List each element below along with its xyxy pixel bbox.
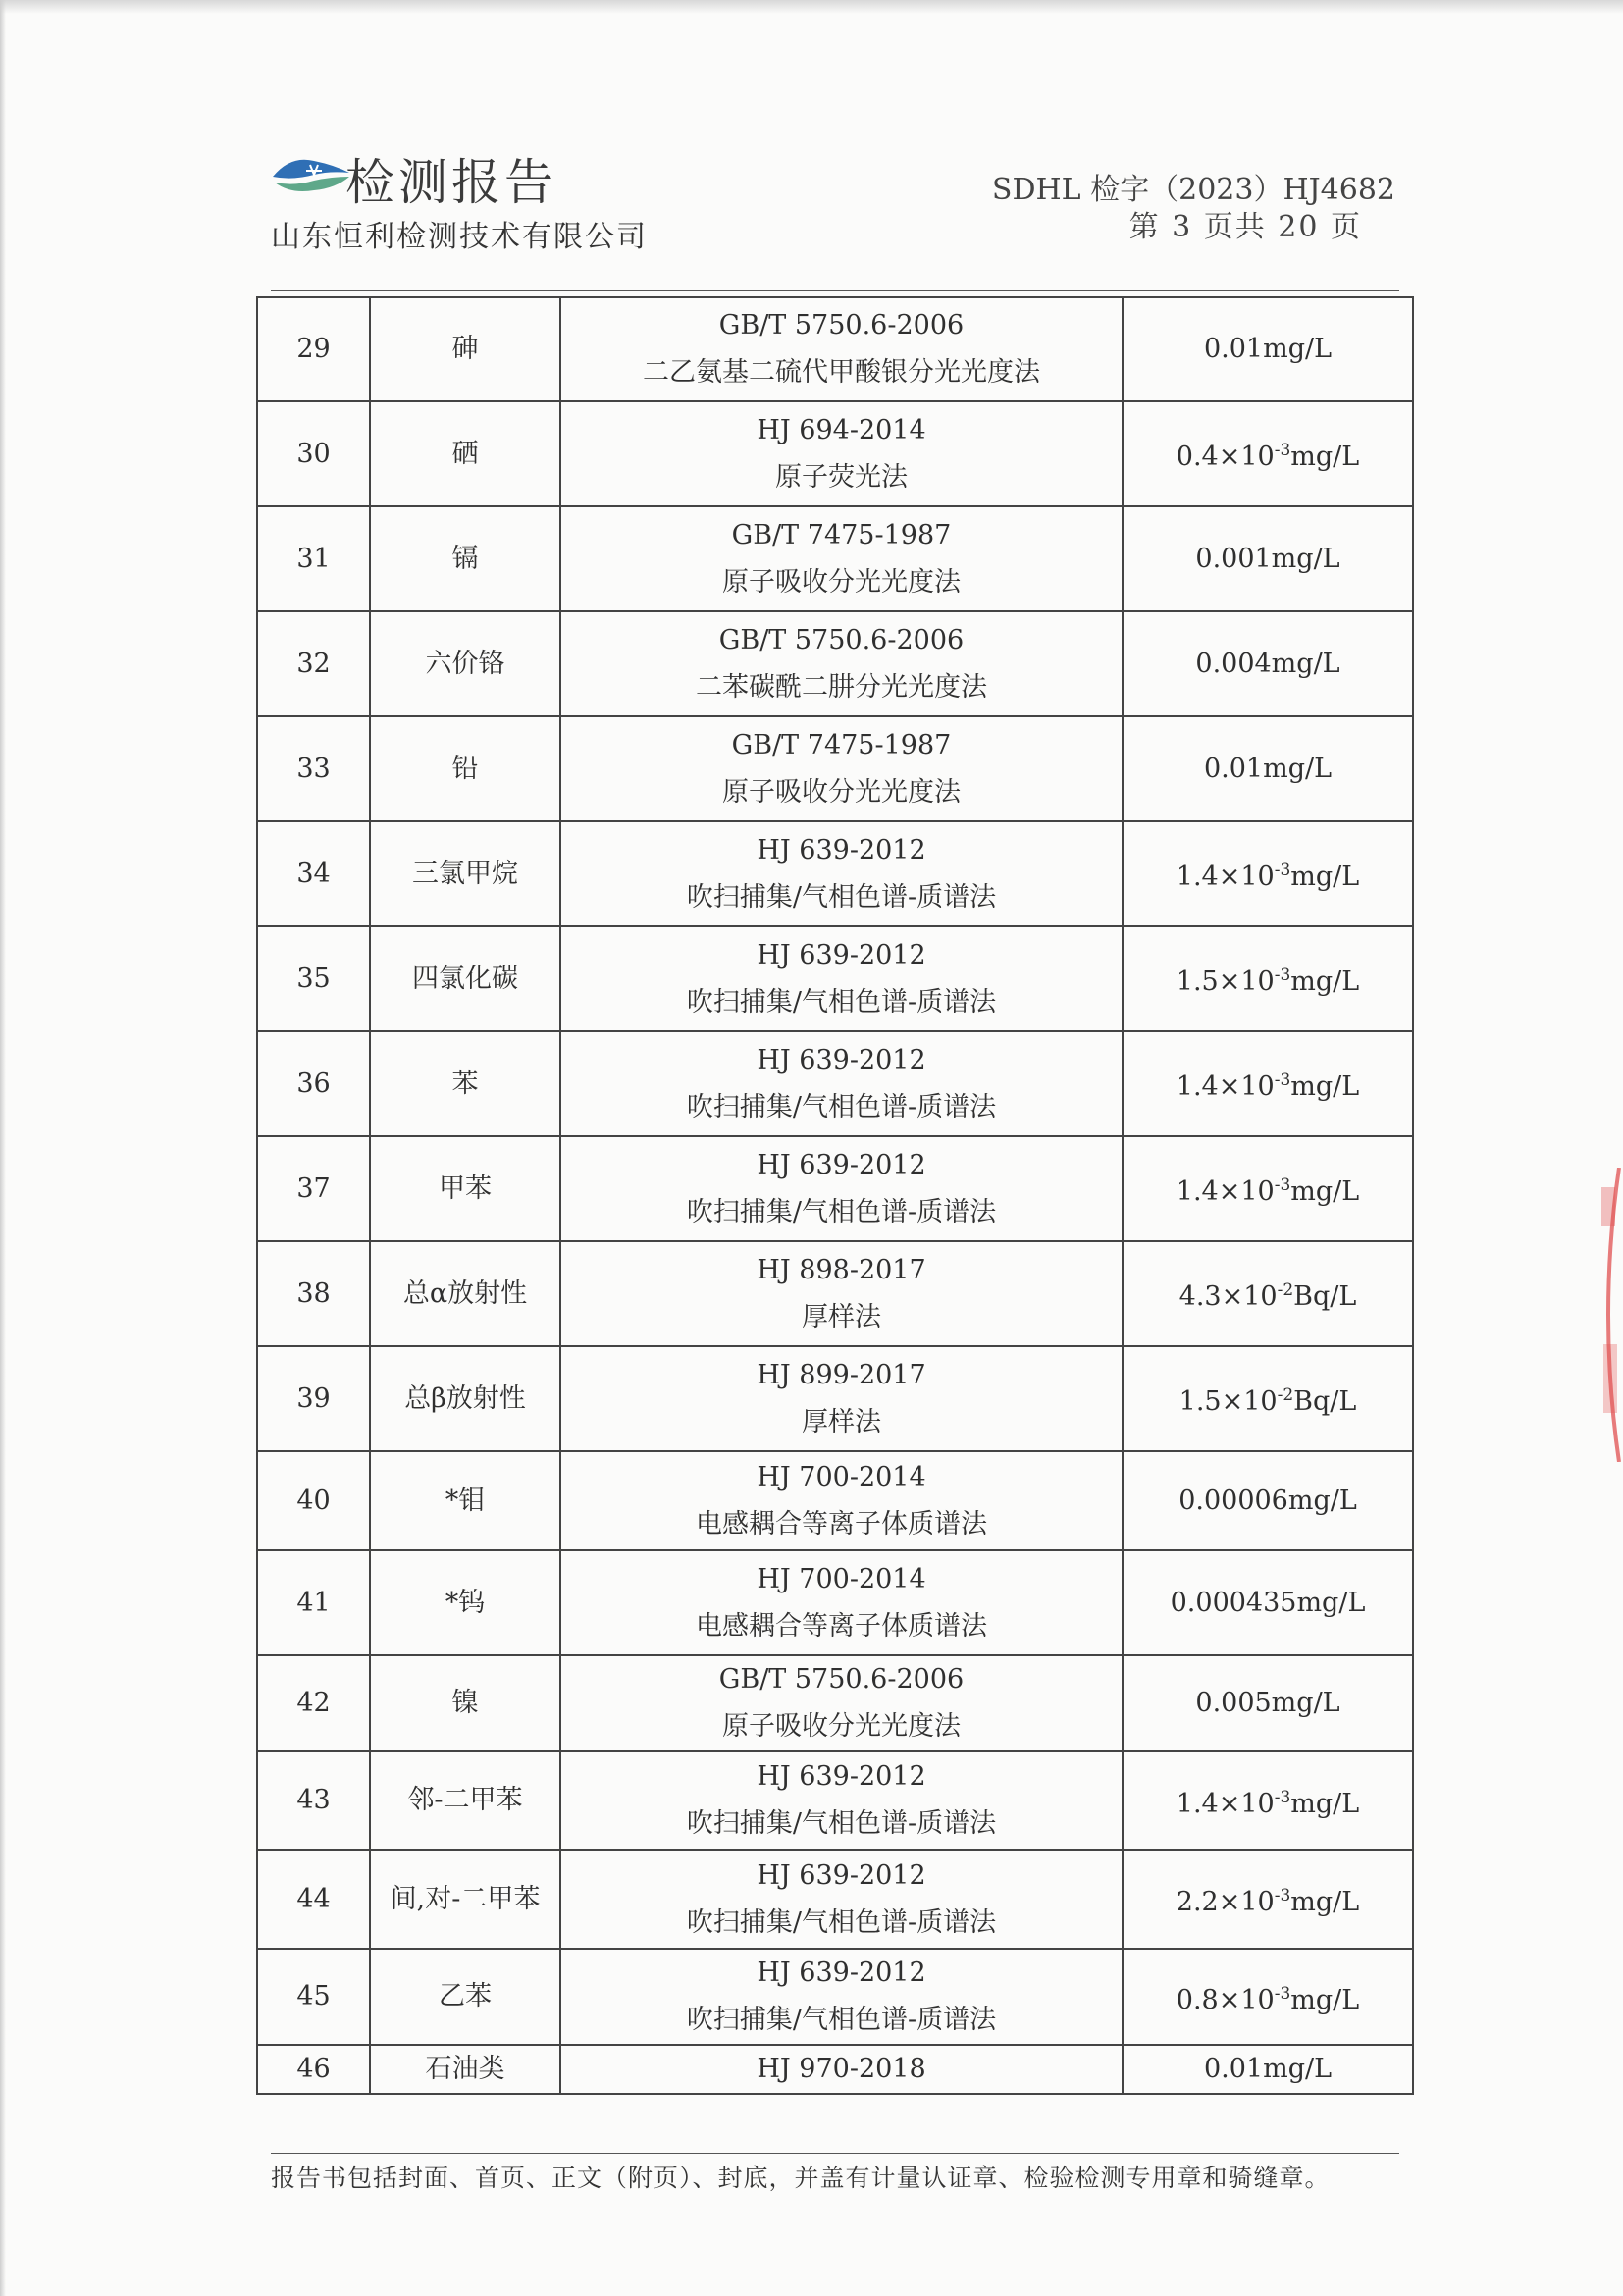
- detection-limit: [1123, 1346, 1413, 1451]
- limit-unit: mg/L: [1290, 1887, 1360, 1917]
- row-number: 46: [257, 2045, 370, 2094]
- test-method: [560, 401, 1123, 506]
- limit-value: 1.4×10: [1176, 1071, 1275, 1102]
- table-row: [257, 1655, 1413, 1751]
- method-standard: HJ 639-2012: [757, 939, 926, 970]
- test-item: 总β放射性: [370, 1346, 560, 1451]
- detection-limit: [1123, 926, 1413, 1031]
- test-method: [560, 1136, 1123, 1241]
- limit-value: 0.005mg/L: [1195, 1688, 1340, 1718]
- method-standard: GB/T 5750.6-2006: [718, 624, 965, 655]
- test-item: 苯: [370, 1031, 560, 1136]
- detection-limit: [1123, 1655, 1413, 1751]
- limit-unit: mg/L: [1290, 1984, 1360, 2015]
- page-info: 第 3 页共 20 页: [1128, 210, 1362, 244]
- method-name: 吹扫捕集/气相色谱-质谱法: [686, 1906, 997, 1938]
- row-number: 30: [257, 401, 370, 506]
- test-method: [560, 926, 1123, 1031]
- method-standard: HJ 694-2014: [757, 414, 926, 445]
- header-divider: [271, 290, 1399, 291]
- limit-exponent: -3: [1274, 441, 1291, 460]
- test-item: 四氯化碳: [370, 926, 560, 1031]
- limit-exponent: -2: [1277, 1385, 1294, 1405]
- method-standard: GB/T 7475-1987: [731, 729, 952, 760]
- test-method: [560, 611, 1123, 716]
- test-item: 镉: [370, 506, 560, 611]
- limit-value: 0.000435mg/L: [1170, 1587, 1366, 1618]
- limit-value: 4.3×10: [1178, 1281, 1278, 1312]
- table-row: [257, 1346, 1413, 1451]
- test-item: *钼: [370, 1451, 560, 1550]
- row-number: 41: [257, 1550, 370, 1655]
- method-standard: HJ 639-2012: [757, 1149, 926, 1180]
- test-method: [560, 1949, 1123, 2045]
- method-standard: HJ 898-2017: [757, 1254, 926, 1285]
- test-method: [560, 1346, 1123, 1451]
- detection-limit: [1123, 1751, 1413, 1850]
- method-name: 二苯碳酰二肼分光光度法: [696, 671, 987, 703]
- company-name: 山东恒利检测技术有限公司: [271, 220, 648, 254]
- method-name: 电感耦合等离子体质谱法: [696, 1508, 987, 1539]
- limit-exponent: -3: [1274, 1175, 1291, 1195]
- limit-exponent: -3: [1274, 1983, 1291, 2004]
- test-item: 镍: [370, 1655, 560, 1751]
- table-row: [257, 716, 1413, 821]
- limit-exponent: -2: [1277, 1280, 1294, 1300]
- results-table: [256, 296, 1414, 2095]
- limit-unit: mg/L: [1290, 442, 1360, 472]
- limit-value: 1.4×10: [1176, 1788, 1275, 1819]
- row-number: 34: [257, 821, 370, 926]
- detection-limit: [1123, 506, 1413, 611]
- table-row: [257, 1241, 1413, 1346]
- test-method: [560, 821, 1123, 926]
- test-method: [560, 506, 1123, 611]
- method-standard: GB/T 5750.6-2006: [718, 310, 965, 340]
- row-number: 29: [257, 297, 370, 401]
- table-row: [257, 1751, 1413, 1850]
- test-item: 铅: [370, 716, 560, 821]
- scan-edge: [0, 0, 1623, 14]
- report-number: SDHL 检字（2023）HJ4682: [991, 173, 1395, 207]
- table-row: [257, 1550, 1413, 1655]
- method-standard: GB/T 7475-1987: [731, 519, 952, 550]
- footer-divider: [271, 2153, 1399, 2154]
- footer-note: 报告书包括封面、首页、正文（附页）、封底，并盖有计量认证章、检验检测专用章和骑缝章。: [271, 2164, 1331, 2192]
- method-standard: HJ 700-2014: [757, 1461, 926, 1492]
- row-number: 40: [257, 1451, 370, 1550]
- detection-limit: [1123, 2045, 1413, 2094]
- method-name: 原子吸收分光光度法: [722, 776, 961, 808]
- detection-limit: [1123, 1241, 1413, 1346]
- row-number: 44: [257, 1850, 370, 1949]
- method-name: 二乙氨基二硫代甲酸银分光光度法: [643, 357, 1040, 388]
- limit-value: 1.4×10: [1176, 1176, 1275, 1207]
- test-method: [560, 1241, 1123, 1346]
- row-number: 45: [257, 1949, 370, 2045]
- limit-value: 0.01mg/L: [1203, 334, 1333, 364]
- limit-unit: mg/L: [1290, 861, 1360, 892]
- limit-exponent: -3: [1274, 1886, 1291, 1905]
- detection-limit: [1123, 611, 1413, 716]
- limit-value: 0.001mg/L: [1195, 543, 1340, 574]
- limit-unit: Bq/L: [1293, 1281, 1357, 1312]
- limit-unit: mg/L: [1290, 1176, 1360, 1207]
- test-item: 六价铬: [370, 611, 560, 716]
- method-standard: HJ 899-2017: [757, 1359, 926, 1390]
- test-method: [560, 716, 1123, 821]
- results-table-body: [257, 297, 1413, 2094]
- detection-limit: [1123, 1451, 1413, 1550]
- row-number: 38: [257, 1241, 370, 1346]
- method-standard: HJ 700-2014: [757, 1563, 926, 1594]
- row-number: 33: [257, 716, 370, 821]
- table-row: [257, 611, 1413, 716]
- table-row: [257, 401, 1413, 506]
- limit-unit: mg/L: [1290, 1071, 1360, 1102]
- test-item: 乙苯: [370, 1949, 560, 2045]
- table-row: [257, 926, 1413, 1031]
- row-number: 37: [257, 1136, 370, 1241]
- method-standard: HJ 639-2012: [757, 1859, 926, 1891]
- method-standard: HJ 639-2012: [757, 1957, 926, 1988]
- limit-exponent: -3: [1274, 1787, 1291, 1807]
- method-name: 吹扫捕集/气相色谱-质谱法: [686, 2005, 997, 2035]
- limit-value: 0.8×10: [1176, 1984, 1275, 2015]
- method-name: 吹扫捕集/气相色谱-质谱法: [686, 1196, 997, 1227]
- limit-value: 0.4×10: [1176, 442, 1275, 472]
- test-method: [560, 1451, 1123, 1550]
- company-logo-icon: [271, 147, 351, 202]
- detection-limit: [1123, 1949, 1413, 2045]
- limit-exponent: -3: [1274, 1070, 1291, 1090]
- row-number: 31: [257, 506, 370, 611]
- limit-value: 0.01mg/L: [1203, 753, 1333, 784]
- method-standard: HJ 639-2012: [757, 1044, 926, 1075]
- method-name: 吹扫捕集/气相色谱-质谱法: [686, 881, 997, 913]
- row-number: 39: [257, 1346, 370, 1451]
- limit-exponent: -3: [1274, 965, 1291, 985]
- test-item: 甲苯: [370, 1136, 560, 1241]
- method-name: 电感耦合等离子体质谱法: [696, 1610, 987, 1642]
- row-number: 36: [257, 1031, 370, 1136]
- method-name: 厚样法: [802, 1406, 881, 1437]
- detection-limit: [1123, 1136, 1413, 1241]
- method-name: 原子吸收分光光度法: [722, 1711, 961, 1742]
- row-number: 32: [257, 611, 370, 716]
- table-row: [257, 506, 1413, 611]
- table-row: [257, 2045, 1413, 2094]
- method-standard: HJ 639-2012: [757, 834, 926, 865]
- test-method: [560, 297, 1123, 401]
- row-number: 35: [257, 926, 370, 1031]
- test-method: [560, 1850, 1123, 1949]
- table-row: [257, 1136, 1413, 1241]
- test-item: 硒: [370, 401, 560, 506]
- method-name: 吹扫捕集/气相色谱-质谱法: [686, 1808, 997, 1839]
- test-item: 邻-二甲苯: [370, 1751, 560, 1850]
- test-item: 三氯甲烷: [370, 821, 560, 926]
- method-name: 吹扫捕集/气相色谱-质谱法: [686, 1091, 997, 1122]
- test-item: *钨: [370, 1550, 560, 1655]
- row-number: 42: [257, 1655, 370, 1751]
- limit-value: 0.00006mg/L: [1178, 1485, 1357, 1516]
- limit-value: 1.4×10: [1176, 861, 1275, 892]
- row-number: 43: [257, 1751, 370, 1850]
- method-standard: GB/T 5750.6-2006: [718, 1664, 965, 1695]
- table-row: [257, 821, 1413, 926]
- test-method: [560, 2045, 1123, 2094]
- test-method: [560, 1550, 1123, 1655]
- detection-limit: [1123, 821, 1413, 926]
- limit-value: 0.01mg/L: [1203, 2054, 1333, 2084]
- table-row: [257, 297, 1413, 401]
- limit-unit: mg/L: [1290, 1788, 1360, 1819]
- limit-unit: Bq/L: [1293, 1386, 1357, 1417]
- detection-limit: [1123, 401, 1413, 506]
- table-row: [257, 1451, 1413, 1550]
- method-name: 原子吸收分光光度法: [722, 566, 961, 598]
- method-name: 厚样法: [802, 1301, 881, 1332]
- detection-limit: [1123, 716, 1413, 821]
- red-stamp-edge: [1592, 1168, 1623, 1462]
- test-item: 砷: [370, 297, 560, 401]
- method-standard: HJ 970-2018: [757, 2054, 926, 2084]
- limit-value: 1.5×10: [1176, 966, 1275, 997]
- scan-edge-left: [0, 0, 6, 2296]
- method-name: 吹扫捕集/气相色谱-质谱法: [686, 986, 997, 1018]
- table-row: [257, 1949, 1413, 2045]
- test-method: [560, 1655, 1123, 1751]
- limit-value: 1.5×10: [1178, 1386, 1278, 1417]
- limit-exponent: -3: [1274, 861, 1291, 880]
- detection-limit: [1123, 297, 1413, 401]
- detection-limit: [1123, 1031, 1413, 1136]
- test-method: [560, 1031, 1123, 1136]
- detection-limit: [1123, 1550, 1413, 1655]
- test-method: [560, 1751, 1123, 1850]
- limit-value: 0.004mg/L: [1195, 648, 1340, 679]
- test-item: 石油类: [370, 2045, 560, 2094]
- method-name: 原子荧光法: [775, 461, 908, 493]
- test-item: 间,对-二甲苯: [370, 1850, 560, 1949]
- report-title: 检测报告: [345, 154, 557, 211]
- test-item: 总α放射性: [370, 1241, 560, 1346]
- detection-limit: [1123, 1850, 1413, 1949]
- limit-unit: mg/L: [1290, 966, 1360, 997]
- limit-value: 2.2×10: [1176, 1887, 1275, 1917]
- table-row: [257, 1850, 1413, 1949]
- table-row: [257, 1031, 1413, 1136]
- method-standard: HJ 639-2012: [757, 1761, 926, 1792]
